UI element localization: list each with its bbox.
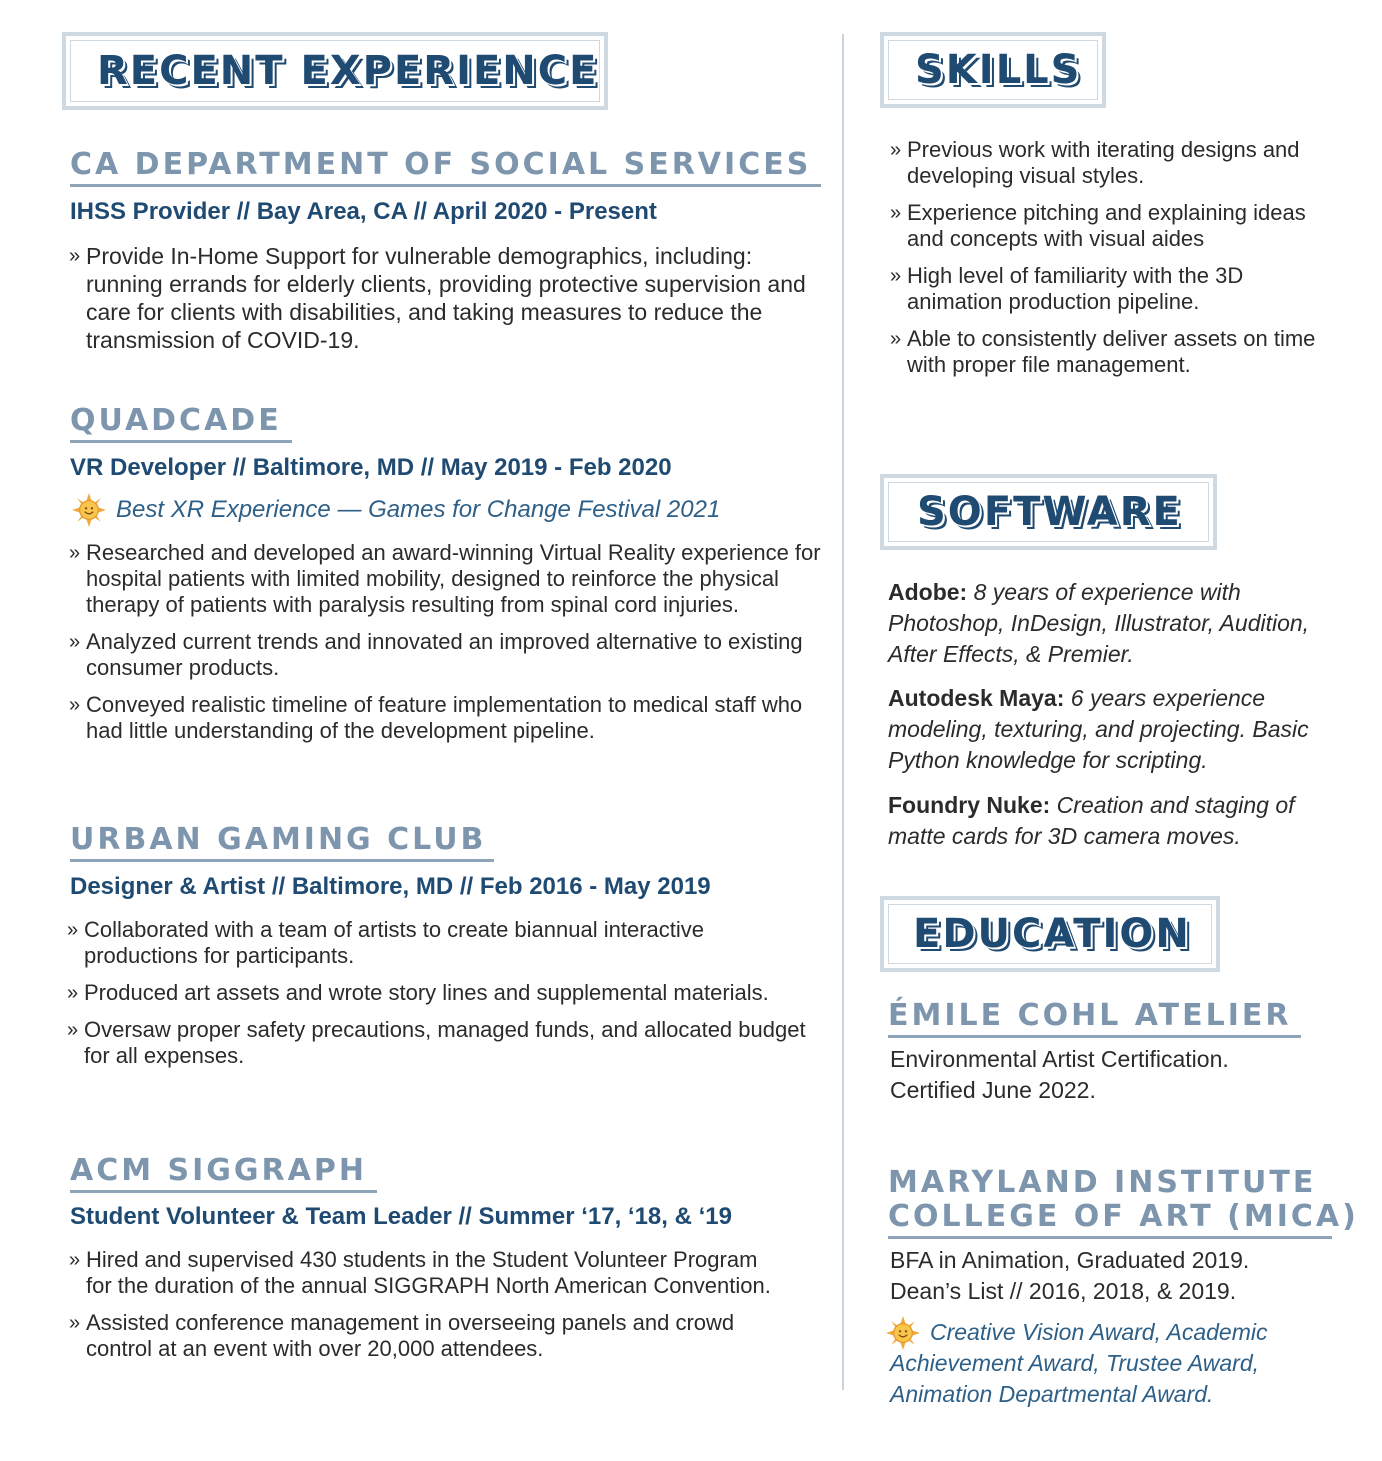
software-maya (888, 683, 1358, 776)
software-name: Adobe: (888, 579, 968, 605)
skills-title: SKILLS (915, 47, 1082, 93)
school-emile-cohl: ÉMILE COHL ATELIER (888, 999, 1301, 1038)
mica-name-line-1: MARYLAND INSTITUTE (888, 1165, 1317, 1200)
role-vr-developer: VR Developer // Baltimore, MD // May 2019 - Feb 2020 (70, 454, 672, 481)
education-header (880, 896, 1220, 972)
school-mica (888, 1165, 1359, 1239)
org-acm-siggraph: ACM SIGGRAPH (70, 1154, 377, 1193)
job-ca-dss-bullets (86, 242, 806, 365)
list-item: » Provide In-Home Support for vulnerable demographics, including: running errands for elderly clients, providing protective supervision and care for clients with disabilities, and taking measures to reduce the transmission of COVID-19. (86, 242, 806, 354)
software-desc: 8 years of experience with Photoshop, InDesign, Illustrator, Audition, After Effects, & Premier. (888, 579, 1310, 667)
software-name: Autodesk Maya: (888, 685, 1065, 711)
skills-header (880, 32, 1106, 108)
mica-name-line-2: COLLEGE OF ART (MICA) (888, 1199, 1359, 1234)
emile-cohl-line-2: Certified June 2022. (890, 1077, 1096, 1103)
list-item: » Researched and developed an award-winning Virtual Reality experience for hospital patients with limited mobility, designed to reinforce the physical therapy of patients with paralysis resulting from spinal cord injuries. (86, 540, 821, 618)
list-item: » Able to consistently deliver assets on time with proper file management. (907, 326, 1337, 378)
column-divider (842, 34, 844, 1390)
software-header (880, 474, 1217, 550)
org-quadcade: QUADCADE (70, 404, 292, 443)
award-text: Best XR Experience — Games for Change Festival 2021 (116, 496, 721, 523)
list-item: » Hired and supervised 430 students in the Student Volunteer Program for the duration of the annual SIGGRAPH North American Convention. (86, 1247, 786, 1299)
skills-list (907, 137, 1337, 389)
software-title: SOFTWARE (917, 489, 1182, 535)
role-designer-artist: Designer & Artist // Baltimore, MD // Feb 2016 - May 2019 (70, 873, 711, 900)
software-name: Foundry Nuke: (888, 792, 1051, 818)
list-item: » Conveyed realistic timeline of feature implementation to medical staff who had little understanding of the development pipeline. (86, 692, 821, 744)
list-item: » Previous work with iterating designs and developing visual styles. (907, 137, 1337, 189)
quadcade-award (72, 493, 720, 527)
sun-icon (72, 493, 106, 527)
software-nuke (888, 790, 1358, 852)
list-item: » Oversaw proper safety precautions, managed funds, and allocated budget for all expenses. (84, 1017, 814, 1069)
list-item: » Produced art assets and wrote story lines and supplemental materials. (84, 980, 814, 1006)
education-title: EDUCATION (913, 911, 1191, 957)
org-urban-gaming-club: URBAN GAMING CLUB (70, 823, 494, 862)
software-desc: Creation and staging of matte cards for 3D camera moves. (888, 792, 1295, 849)
job-quadcade-bullets (86, 540, 821, 755)
list-item: » High level of familiarity with the 3D animation production pipeline. (907, 263, 1337, 315)
list-item: » Collaborated with a team of artists to create biannual interactive productions for participants. (84, 917, 814, 969)
role-student-volunteer: Student Volunteer & Team Leader // Summer ‘17, ‘18, & ‘19 (70, 1203, 732, 1230)
list-item: » Assisted conference management in overseeing panels and crowd control at an event with over 20,000 attendees. (86, 1310, 786, 1362)
list-item: » Experience pitching and explaining ideas and concepts with visual aides (907, 200, 1337, 252)
mica-line-1: BFA in Animation, Graduated 2019. (890, 1247, 1250, 1273)
emile-cohl-line-1: Environmental Artist Certification. (890, 1046, 1229, 1072)
list-item: » Analyzed current trends and innovated an improved alternative to existing consumer products. (86, 629, 821, 681)
mica-awards: Creative Vision Award, Academic Achievement Award, Trustee Award, Animation Departmental Award. (890, 1319, 1268, 1407)
mica-line-2: Dean’s List // 2016, 2018, & 2019. (890, 1278, 1237, 1304)
software-adobe (888, 577, 1358, 670)
job-siggraph-bullets (86, 1247, 786, 1373)
role-ihss: IHSS Provider // Bay Area, CA // April 2020 - Present (70, 198, 657, 225)
job-urban-gaming-bullets (84, 917, 814, 1080)
recent-experience-header (62, 32, 608, 110)
software-desc: 6 years experience modeling, texturing, and projecting. Basic Python knowledge for scripting. (888, 685, 1309, 773)
org-ca-dss: CA DEPARTMENT OF SOCIAL SERVICES (70, 148, 821, 187)
recent-experience-title: RECENT EXPERIENCE (97, 48, 599, 94)
